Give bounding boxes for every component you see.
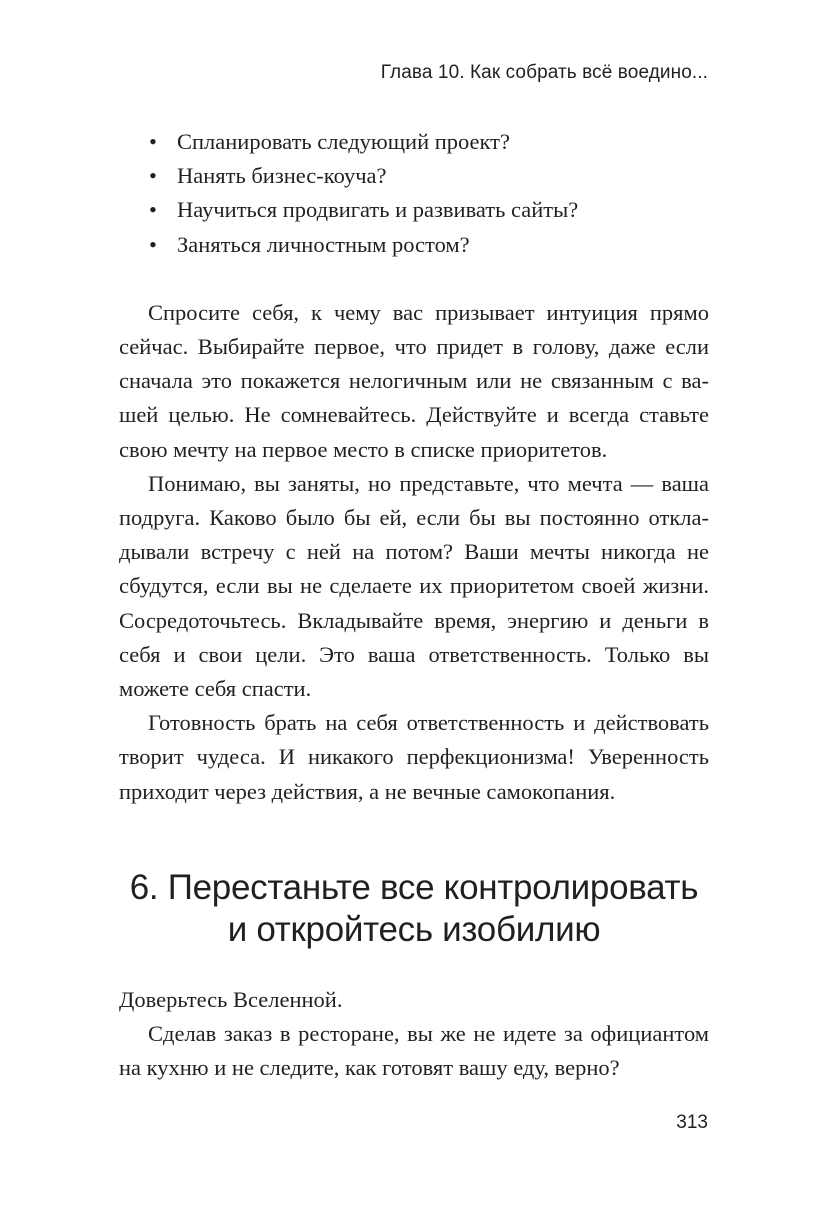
running-head: Глава 10. Как собрать всё воедино... xyxy=(380,62,708,83)
paragraph: Готовность брать на себя ответственность и действовать творит чудеса. И никакого перфекционизма! Уверенность приходит через действия, а не вечные самокопания. xyxy=(119,710,709,804)
paragraph: Понимаю, вы заняты, но представьте, что мечта — ваша подруга. Каково было бы ей, если бы вы постоянно откладывали встречу с ней на потом? Ваши мечты никогда не сбудутся, если вы не сделаете их приоритетом своей жизни. Сосредоточьтесь. Вкладывайте время, энергию и деньги в себя и свои цели. Это ваша ответственность. Только вы можете себя спасти. xyxy=(119,470,709,702)
list-item: • Научиться продвигать и развивать сайты? xyxy=(119,193,709,227)
list-item: • Спланировать следующий проект? xyxy=(119,125,709,159)
page-body xyxy=(119,125,709,1085)
lead-paragraph: Доверьтесь Вселенной. xyxy=(119,986,343,1012)
bullet-list xyxy=(119,125,709,262)
section-heading xyxy=(119,867,709,951)
paragraph: Сделав заказ в ресторане, вы же не идете за официантом на кухню и не следите, как готовят вашу еду, верно? xyxy=(119,1021,709,1081)
paragraph: Спросите себя, к чему вас призывает интуиция прямо сейчас. Выбирайте первое, что придет в голову, даже если сначала это покажется нелогичным или не связанным с вашей целью. Не сомневайтесь. Действуйте и всегда ставьте свою мечту на первое место в списке приоритетов. xyxy=(119,299,709,462)
section-heading-line: 6. Перестаньте все контролировать xyxy=(129,867,699,907)
section-heading-line: и откройтесь изобилию xyxy=(227,909,601,949)
list-item: • Нанять бизнес-коуча? xyxy=(119,159,709,193)
page-number: 313 xyxy=(676,1112,708,1133)
list-item: • Заняться личностным ростом? xyxy=(119,228,709,262)
